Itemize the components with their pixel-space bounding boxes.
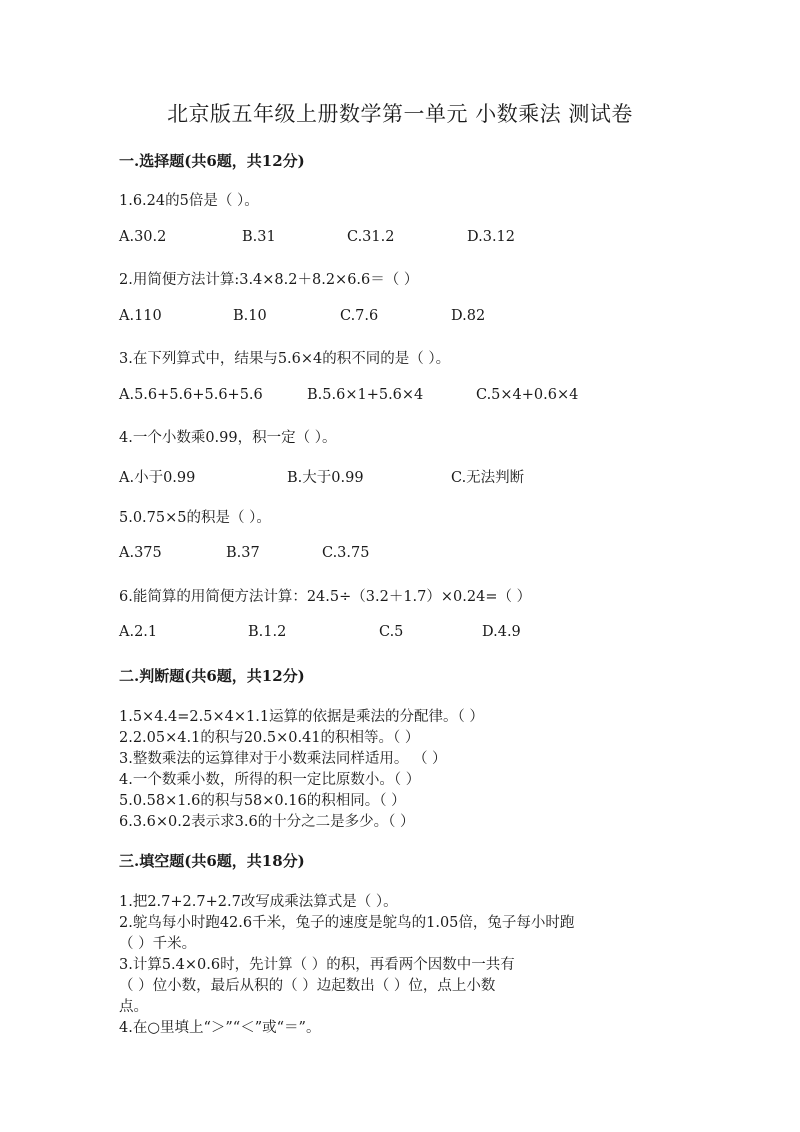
option-row <box>119 229 719 249</box>
fill-blank-line: 4.在○里填上“＞”“＜”或“＝”。 <box>119 1020 321 1036</box>
option: C.31.2 <box>347 229 395 245</box>
option: B.31 <box>242 229 276 245</box>
question-stem: 6.能简算的用简便方法计算：24.5÷（3.2＋1.7）×0.24=（ ） <box>119 589 532 605</box>
judgment-item: 4.一个数乘小数，所得的积一定比原数小。（ ） <box>119 772 421 788</box>
question-stem: 2.用简便方法计算:3.4×8.2＋8.2×6.6＝（ ） <box>119 272 419 288</box>
option-row <box>119 624 719 644</box>
judgment-item: 3.整数乘法的运算律对于小数乘法同样适用。 （ ） <box>119 751 447 767</box>
section-heading-judgment: 二.判断题(共6题，共12分) <box>119 667 305 685</box>
option: C.无法判断 <box>451 470 525 486</box>
option: B.10 <box>233 308 267 324</box>
section-heading-choice: 一.选择题(共6题，共12分) <box>119 152 305 170</box>
judgment-item: 5.0.58×1.6的积与58×0.16的积相同。（ ） <box>119 793 406 809</box>
fill-blank-line: 3.计算5.4×0.6时，先计算（ ）的积，再看两个因数中一共有 <box>119 957 515 973</box>
option: B.37 <box>226 545 260 561</box>
fill-blank-line: （ ）千米。 <box>119 936 197 952</box>
question-stem: 5.0.75×5的积是（ ）。 <box>119 510 271 526</box>
question-stem: 4.一个小数乘0.99，积一定（ ）。 <box>119 430 337 446</box>
question-stem: 1.6.24的5倍是（ ）。 <box>119 193 259 209</box>
question-stem: 3.在下列算式中，结果与5.6×4的积不同的是（ ）。 <box>119 351 451 367</box>
option: C.5×4+0.6×4 <box>476 387 579 403</box>
fill-blank-line: （ ）位小数，最后从积的（ ）边起数出（ ）位，点上小数 <box>119 978 496 994</box>
option: D.3.12 <box>467 229 516 245</box>
option: A.5.6+5.6+5.6+5.6 <box>119 387 263 403</box>
option: A.110 <box>119 308 162 324</box>
option-row <box>119 308 719 328</box>
judgment-item: 1.5×4.4=2.5×4×1.1运算的依据是乘法的分配律。（ ） <box>119 709 484 725</box>
option-row <box>119 466 719 486</box>
option-row <box>119 387 719 407</box>
section-heading-fill-blank: 三.填空题(共6题，共18分) <box>119 852 305 870</box>
option: A.375 <box>119 545 162 561</box>
judgment-item: 6.3.6×0.2表示求3.6的十分之二是多少。（ ） <box>119 814 415 830</box>
option: D.4.9 <box>482 624 521 640</box>
option: C.5 <box>379 624 404 640</box>
fill-blank-line: 1.把2.7+2.7+2.7改写成乘法算式是（ ）。 <box>119 894 398 910</box>
option: A.小于0.99 <box>119 470 196 486</box>
option: A.2.1 <box>119 624 158 640</box>
option: B.大于0.99 <box>287 470 364 486</box>
option: B.5.6×1+5.6×4 <box>307 387 424 403</box>
option: C.3.75 <box>322 545 370 561</box>
option: D.82 <box>451 308 486 324</box>
option: C.7.6 <box>340 308 379 324</box>
option: B.1.2 <box>248 624 287 640</box>
judgment-item: 2.2.05×4.1的积与20.5×0.41的积相等。（ ） <box>119 730 420 746</box>
option: A.30.2 <box>119 229 167 245</box>
fill-blank-line: 2.鸵鸟每小时跑42.6千米，兔子的速度是鸵鸟的1.05倍，兔子每小时跑 <box>119 915 575 931</box>
fill-blank-line: 点。 <box>119 999 148 1015</box>
page-title: 北京版五年级上册数学第一单元 小数乘法 测试卷 <box>167 102 633 126</box>
option-row <box>119 545 719 565</box>
